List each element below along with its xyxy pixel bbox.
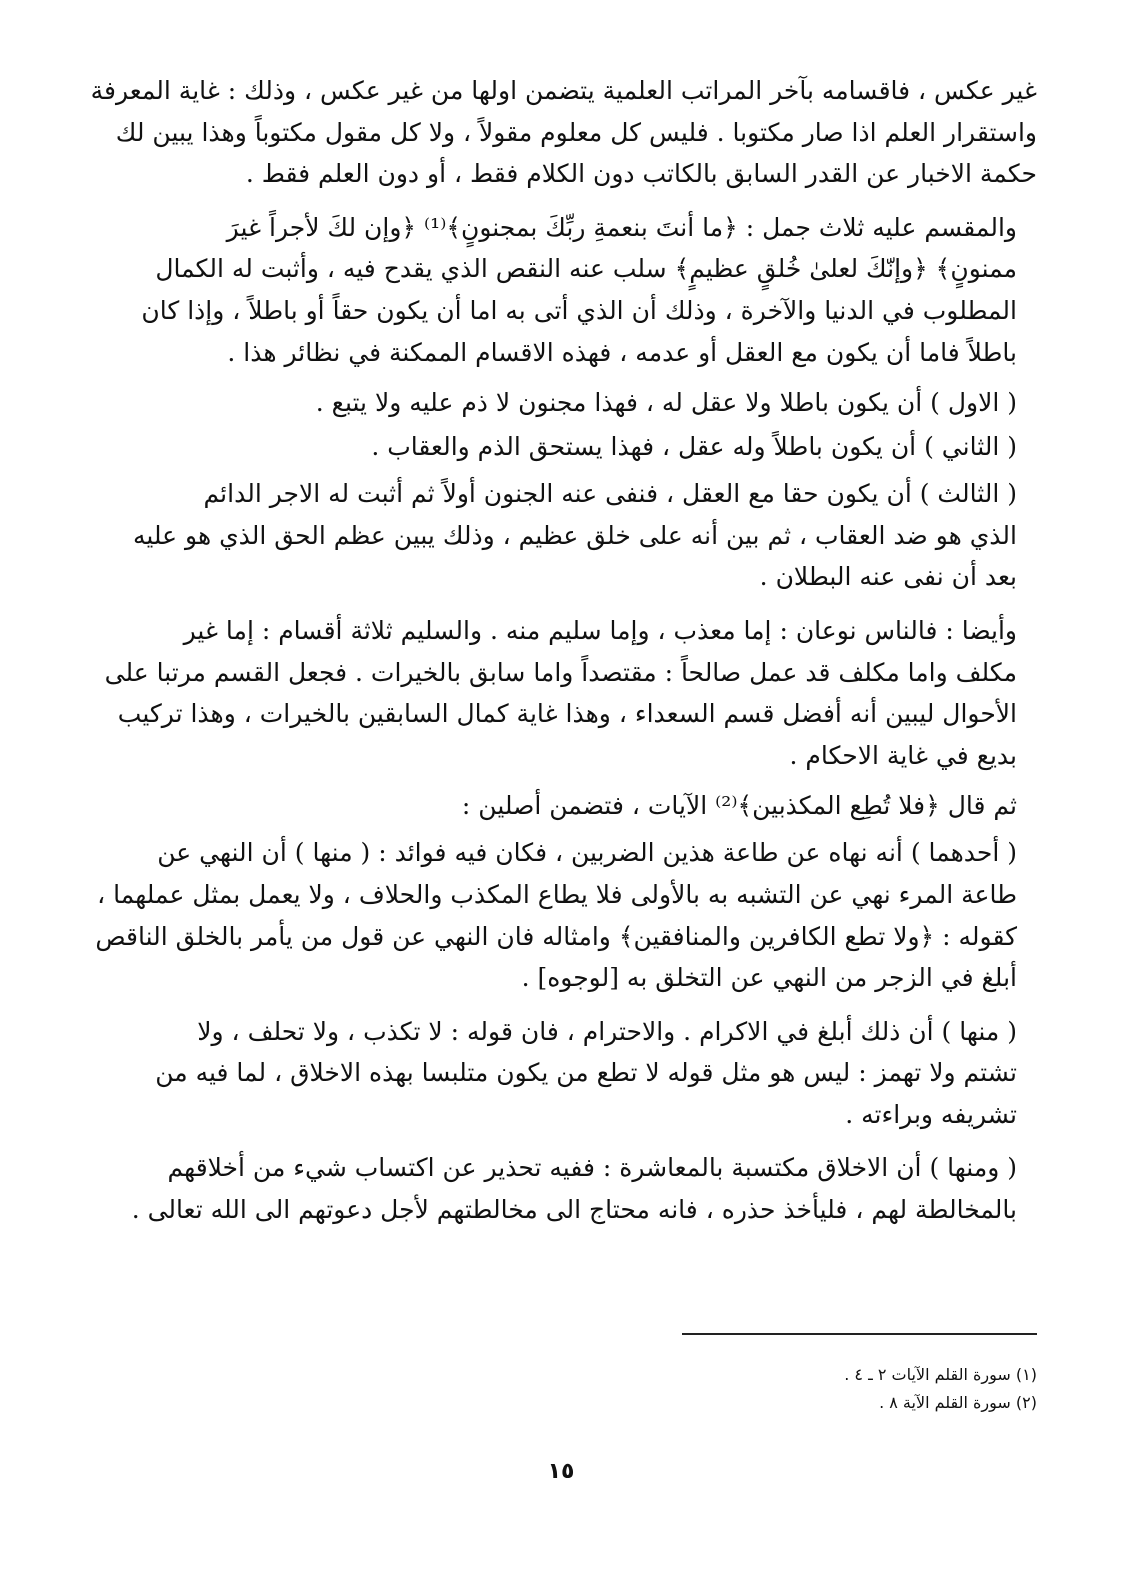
paragraph-2	[86, 207, 1037, 373]
footnote-divider	[682, 1333, 1037, 1335]
footnote-1: (١) سورة القلم الآيات ٢ ـ ٤ .	[844, 1365, 1037, 1384]
paragraph-people	[86, 610, 1037, 776]
text-line: وأيضا : فالناس نوعان : إما معذب ، وإما سليم منه . والسليم ثلاثة أقسام : إما غير	[183, 615, 1017, 645]
paragraph-manners	[86, 1147, 1037, 1230]
text-line: غير عكس ، فاقسامه بآخر المراتب العلمية يتضمن اولها من غير عكس ، وذلك : غاية المعرفة	[90, 76, 1037, 105]
page-number: ١٥	[547, 1459, 575, 1484]
paragraph-honor	[86, 1011, 1037, 1136]
text-line: أبلغ في الزجر من النهي عن التخلق به [لوجوه] .	[521, 963, 1017, 993]
text-line: الذي هو ضد العقاب ، ثم بين أنه على خلق عظيم ، وذلك يبين عظم الحق الذي هو عليه	[132, 520, 1017, 550]
page-body	[86, 70, 1037, 1243]
text-line: طاعة المرء نهي عن التشبه به بالأولى فلا يطاع المكذب والحلاف ، ولا يعمل بمثل عملهما ،	[97, 879, 1017, 909]
text-line: باطلاً فاما أن يكون مع العقل أو عدمه ، فهذه الاقسام الممكنة في نظائر هذا .	[227, 337, 1017, 367]
spacer	[86, 421, 1037, 429]
paragraph-first-principle	[86, 832, 1037, 998]
text-line: واستقرار العلم اذا صار مكتوبا . فليس كل معلوم مقولاً ، ولا كل مقول مكتوباً وهذا يبين لك	[115, 117, 1037, 147]
text-line: الأحوال ليبين أنه أفضل قسم السعداء ، وهذا غاية كمال السابقين بالخيرات ، وهذا تركيب	[117, 699, 1017, 729]
text-line: تشتم ولا تهمز : ليس هو مثل قوله لا تطع من يكون متلبسا بهذه الاخلاق ، لما فيه من	[155, 1058, 1017, 1088]
text-line: ( الثالث ) أن يكون حقا مع العقل ، فنفى عنه الجنون أولاً ثم أثبت له الاجر الدائم	[203, 479, 1017, 509]
text-line: ( منها ) أن ذلك أبلغ في الاكرام . والاحترام ، فان قوله : لا تكذب ، ولا تحلف ، ولا	[197, 1016, 1017, 1046]
text-line: بعد أن نفى عنه البطلان .	[759, 562, 1017, 592]
paragraph-verse: ثم قال ﴿فلا تُطِع المكذبين﴾⁽²⁾ الآيات ، فتضمن أصلين :	[461, 791, 1017, 821]
paragraph-third	[86, 473, 1037, 598]
text-line: والمقسم عليه ثلاث جمل : ﴿ما أنتَ بنعمةِ ربِّكَ بمجنونٍ﴾⁽¹⁾ ﴿وإن لكَ لأجراً غيرَ	[226, 212, 1017, 242]
spacer	[86, 824, 1037, 832]
text-line: كقوله : ﴿ولا تطع الكافرين والمنافقين﴾ وامثاله فان النهي عن قول من يأمر بالخلق الناقص	[95, 921, 1017, 951]
text-line: المطلوب في الدنيا والآخرة ، وذلك أن الذي أتى به اما أن يكون حقاً أو باطلاً ، وإذا كان	[141, 295, 1017, 325]
text-line: ( ومنها ) أن الاخلاق مكتسبة بالمعاشرة : ففيه تحذير عن اكتساب شيء من أخلاقهم	[167, 1153, 1017, 1183]
footnote-2: (٢) سورة القلم الآية ٨ .	[879, 1393, 1037, 1412]
text-line: تشريفه وبراءته .	[845, 1099, 1017, 1129]
text-line: ممنونٍ﴾ ﴿وإنّكَ لعلىٰ خُلقٍ عظيمٍ﴾ سلب عنه النقص الذي يقدح فيه ، وأثبت له الكمال	[155, 254, 1017, 284]
paragraph-1	[86, 70, 1037, 195]
text-line: ( أحدهما ) أنه نهاه عن طاعة هذين الضربين ، فكان فيه فوائد : ( منها ) أن النهي عن	[157, 838, 1017, 868]
list-item-first: ( الاول ) أن يكون باطلا ولا عقل له ، فهذا مجنون لا ذم عليه ولا يتبع .	[315, 388, 1017, 418]
text-line: حكمة الاخبار عن القدر السابق بالكاتب دون الكلام فقط ، أو دون العلم فقط .	[245, 159, 1037, 189]
text-line: بديع في غاية الاحكام .	[789, 740, 1017, 770]
list-item-second: ( الثاني ) أن يكون باطلاً وله عقل ، فهذا يستحق الذم والعقاب .	[371, 432, 1017, 462]
text-line: مكلف واما مكلف قد عمل صالحاً : مقتصداً واما سابق بالخيرات . فجعل القسم مرتبا على	[104, 657, 1017, 687]
spacer	[86, 465, 1037, 473]
text-line: بالمخالطة لهم ، فليأخذ حذره ، فانه محتاج الى مخالطتهم لأجل دعوتهم الى الله تعالى .	[131, 1195, 1017, 1225]
footnotes	[520, 1361, 1037, 1417]
